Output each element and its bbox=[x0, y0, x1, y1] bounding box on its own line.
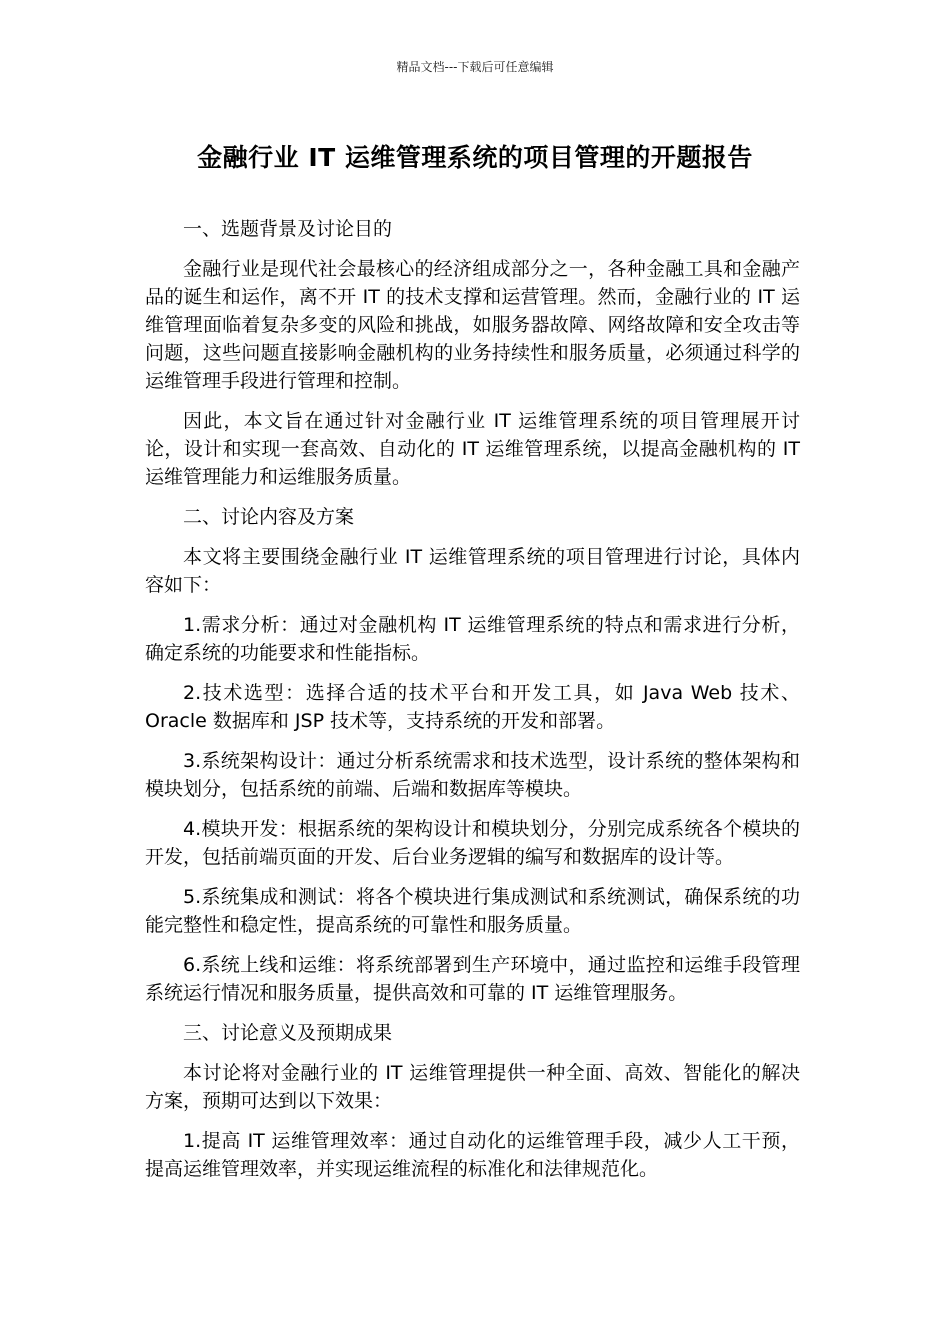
paragraph: 因此，本文旨在通过针对金融行业 IT 运维管理系统的项目管理展开讨论，设计和实现一套高效、自动化的 IT 运维管理系统，以提高金融机构的 IT 运维管理能力和运维服务质量。 bbox=[145, 410, 800, 488]
list-item: 2.技术选型：选择合适的技术平台和开发工具，如 Java Web 技术、Oracle 数据库和 JSP 技术等，支持系统的开发和部署。 bbox=[145, 682, 800, 732]
list-item: 1.提高 IT 运维管理效率：通过自动化的运维管理手段，减少人工干预，提高运维管理效率，并实现运维流程的标准化和法律规范化。 bbox=[145, 1130, 800, 1180]
document-body bbox=[145, 215, 800, 1195]
document-title: 金融行业 IT 运维管理系统的项目管理的开题报告 bbox=[197, 143, 753, 172]
list-item: 4.模块开发：根据系统的架构设计和模块划分，分别完成系统各个模块的开发，包括前端页面的开发、后台业务逻辑的编写和数据库的设计等。 bbox=[145, 818, 800, 868]
list-item: 3.系统架构设计：通过分析系统需求和技术选型，设计系统的整体架构和模块划分，包括系统的前端、后端和数据库等模块。 bbox=[145, 750, 800, 800]
header-note: 精品文档---下载后可任意编辑 bbox=[396, 60, 554, 74]
list-item: 5.系统集成和测试：将各个模块进行集成测试和系统测试，确保系统的功能完整性和稳定性，提高系统的可靠性和服务质量。 bbox=[145, 886, 800, 936]
section-heading: 二、讨论内容及方案 bbox=[183, 506, 355, 528]
list-item: 1.需求分析：通过对金融机构 IT 运维管理系统的特点和需求进行分析，确定系统的功能要求和性能指标。 bbox=[145, 614, 800, 664]
section-heading: 三、讨论意义及预期成果 bbox=[183, 1022, 393, 1044]
list-item: 6.系统上线和运维：将系统部署到生产环境中，通过监控和运维手段管理系统运行情况和服务质量，提供高效和可靠的 IT 运维管理服务。 bbox=[145, 954, 800, 1004]
section-heading: 一、选题背景及讨论目的 bbox=[183, 218, 393, 240]
paragraph: 本文将主要围绕金融行业 IT 运维管理系统的项目管理进行讨论，具体内容如下： bbox=[145, 546, 800, 596]
paragraph: 本讨论将对金融行业的 IT 运维管理提供一种全面、高效、智能化的解决方案，预期可达到以下效果： bbox=[145, 1062, 800, 1112]
paragraph: 金融行业是现代社会最核心的经济组成部分之一，各种金融工具和金融产品的诞生和运作，离不开 IT 的技术支撑和运营管理。然而，金融行业的 IT 运维管理面临着复杂多变的风险和挑战，如服务器故障、网络故障和安全攻击等问题，这些问题直接影响金融机构的业务持续性和服务质量，必须通过科学的运维管理手段进行管理和控制。 bbox=[145, 258, 800, 392]
